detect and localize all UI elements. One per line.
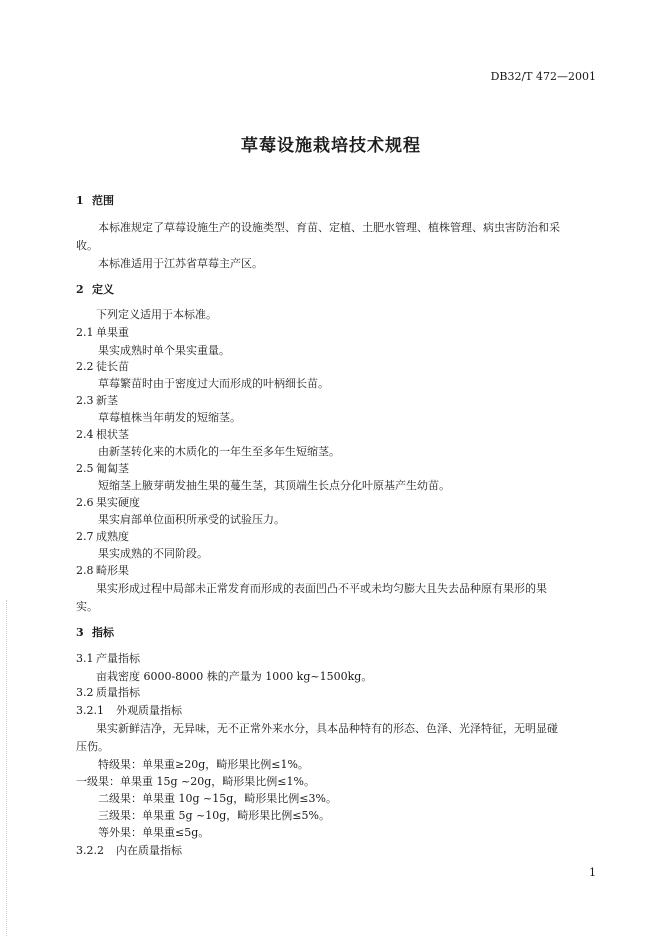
subsection-3-1-number: 3.1 [76,652,94,665]
grade-line: 三级果：单果重 5g ~10g，畸形果比例≤5%。 [98,809,330,822]
definition-number: 2.7 [76,530,94,543]
definition-term: 畸形果 [96,564,129,577]
definition-term: 根状茎 [96,428,129,441]
definition-term: 匍匐茎 [96,462,129,475]
subsection-3-1-title: 产量指标 [96,652,140,665]
definition-text: 短缩茎上腋芽萌发抽生果的蔓生茎，其顶端生长点分化叶原基产生幼苗。 [98,479,450,492]
subsection-3-2-1-number: 3.2.1 [76,704,104,717]
definition-term: 新茎 [96,394,118,407]
subsection-3-2-title: 质量指标 [96,686,140,699]
section-2-title: 定义 [92,283,114,296]
subsection-3-2-1-title: 外观质量指标 [116,704,182,717]
section-3-number: 3 [76,626,84,639]
appearance-paragraph: 果实新鲜洁净，无异味，无不正常外来水分，具本品种特有的形态、色泽、光泽特征，无明显碰 [96,722,558,735]
definition-text: 果实成熟的不同阶段。 [98,547,208,560]
definition-number: 2.8 [76,564,94,577]
definition-term: 徒长苗 [96,360,129,373]
definition-number: 2.6 [76,496,94,509]
grade-line: 一级果：单果重 15g ~20g，畸形果比例≤1%。 [76,775,315,788]
section-1-number: 1 [76,194,84,207]
section-2-intro: 下列定义适用于本标准。 [96,308,217,321]
section-3-title: 指标 [92,626,114,639]
definition-number: 2.5 [76,462,94,475]
section-1-paragraph-1-cont: 收。 [76,239,98,252]
definition-text: 果实成熟时单个果实重量。 [98,344,230,357]
grade-line: 特级果：单果重≥20g，畸形果比例≤1%。 [98,758,309,771]
subsection-3-2-number: 3.2 [76,686,94,699]
grade-line: 等外果：单果重≤5g。 [98,826,210,839]
binding-margin-line [6,600,8,936]
definition-number: 2.4 [76,428,94,441]
subsection-3-2-2-number: 3.2.2 [76,844,104,857]
definition-text: 草莓繁苗时由于密度过大而形成的叶柄细长苗。 [98,377,329,390]
appearance-paragraph-cont: 压伤。 [76,740,109,753]
grade-line: 二级果：单果重 10g ~15g，畸形果比例≤3%。 [98,792,337,805]
definition-text: 果实形成过程中局部未正常发育而形成的表面凹凸不平或未均匀膨大且失去品种原有果形的果 [96,582,547,595]
definition-text: 由新茎转化来的木质化的一年生至多年生短缩茎。 [98,445,340,458]
page-number: 1 [589,866,596,879]
section-1-paragraph-1: 本标准规定了草莓设施生产的设施类型、育苗、定植、土肥水管理、植株管理、病虫害防治和采 [98,221,560,234]
definition-text: 果实肩部单位面积所承受的试验压力。 [98,513,285,526]
section-2-number: 2 [76,283,84,296]
definition-text: 草莓植株当年萌发的短缩茎。 [98,411,241,424]
definition-number: 2.2 [76,360,94,373]
definition-text-cont: 实。 [76,600,98,613]
definition-term: 单果重 [96,326,129,339]
document-title: 草莓设施栽培技术规程 [241,136,421,156]
standard-code: DB32/T 472—2001 [490,70,596,83]
definition-number: 2.3 [76,394,94,407]
definition-term: 成熟度 [96,530,129,543]
section-1-paragraph-2: 本标准适用于江苏省草莓主产区。 [98,257,263,270]
definition-number: 2.1 [76,326,94,339]
definition-term: 果实硬度 [96,496,140,509]
subsection-3-2-2-title: 内在质量指标 [116,844,182,857]
subsection-3-1-text: 亩栽密度 6000-8000 株的产量为 1000 kg~1500kg。 [96,670,373,683]
section-1-title: 范围 [92,194,114,207]
